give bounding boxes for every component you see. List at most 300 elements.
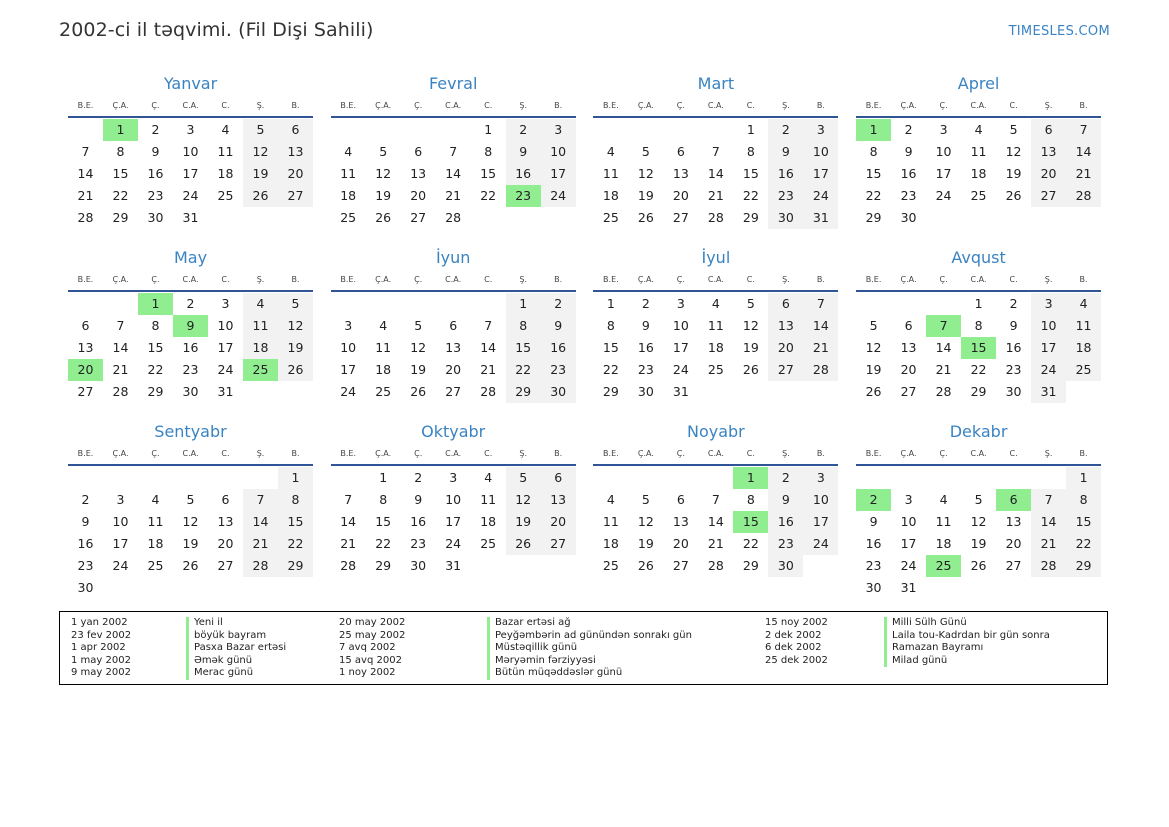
weekday-label: C. (221, 449, 230, 458)
day-cell: 16 (865, 536, 882, 551)
weekday-label: Ç.A. (637, 101, 654, 110)
day-cell: 7 (344, 492, 353, 507)
day-cell: 22 (112, 188, 129, 203)
holiday-day-cell: 15 (733, 511, 768, 533)
empty-cell (593, 119, 628, 141)
day-cell: 13 (768, 315, 803, 337)
day-cell: 13 (1031, 141, 1066, 163)
day-cell: 30 (182, 384, 199, 399)
day-grid (68, 293, 313, 403)
day-cell: 30 (541, 381, 576, 403)
day-cell: 17 (803, 511, 838, 533)
month-title: May (173, 248, 208, 267)
day-cell: 13 (1005, 514, 1022, 529)
day-cell: 24 (1031, 359, 1066, 381)
empty-cell (663, 467, 698, 489)
day-cell: 22 (742, 536, 759, 551)
day-cell: 27 (217, 558, 234, 573)
day-cell: 25 (602, 210, 619, 225)
day-cell: 1 (278, 467, 313, 489)
day-cell: 24 (340, 384, 357, 399)
day-cell: 11 (147, 514, 164, 529)
day-cell: 17 (340, 362, 357, 377)
day-cell: 13 (445, 340, 462, 355)
day-cell: 1 (1066, 467, 1101, 489)
weekday-label: C. (1009, 101, 1018, 110)
day-cell: 17 (217, 340, 234, 355)
day-cell: 24 (541, 185, 576, 207)
day-cell: 15 (375, 514, 392, 529)
weekday-label: Ş. (256, 101, 265, 110)
day-cell: 2 (641, 296, 650, 311)
day-cell: 6 (541, 467, 576, 489)
weekday-header (593, 270, 838, 292)
weekday-label: C. (746, 275, 755, 284)
month-calendar (593, 246, 838, 420)
day-cell: 3 (116, 492, 125, 507)
month-calendar (331, 420, 576, 594)
day-cell: 24 (803, 533, 838, 555)
day-cell: 31 (1031, 381, 1066, 403)
empty-cell (103, 467, 138, 489)
day-cell: 18 (243, 337, 278, 359)
weekday-label: C.A. (182, 449, 199, 458)
day-cell: 25 (147, 558, 164, 573)
weekday-label: Ç.A. (375, 449, 392, 458)
day-cell: 19 (742, 340, 759, 355)
weekday-label: C. (1009, 275, 1018, 284)
day-cell: 27 (672, 210, 689, 225)
day-cell: 20 (217, 536, 234, 551)
empty-cell (856, 467, 891, 489)
day-cell: 20 (1031, 163, 1066, 185)
day-cell: 11 (602, 166, 619, 181)
day-cell: 28 (1031, 555, 1066, 577)
month-title: İyun (435, 248, 471, 267)
day-cell: 20 (1005, 536, 1022, 551)
day-cell: 21 (480, 362, 497, 377)
day-cell: 9 (1009, 318, 1018, 333)
day-cell: 13 (278, 141, 313, 163)
day-cell: 26 (637, 558, 654, 573)
day-cell: 22 (742, 188, 759, 203)
day-cell: 17 (803, 163, 838, 185)
day-cell: 5 (278, 293, 313, 315)
day-cell: 26 (278, 359, 313, 381)
legend-holiday-name: Məryəmin fərziyyəsi (487, 655, 692, 668)
legend-date: 1 yan 2002 (71, 617, 128, 628)
day-cell: 26 (970, 558, 987, 573)
day-cell: 22 (970, 362, 987, 377)
day-cell: 6 (278, 119, 313, 141)
day-grid (593, 467, 838, 577)
day-cell: 25 (340, 210, 357, 225)
weekday-label: Ç.A. (112, 275, 129, 284)
weekday-label: C. (221, 101, 230, 110)
weekday-label: Ç. (151, 449, 160, 458)
day-cell: 24 (182, 188, 199, 203)
month-title: Sentyabr (154, 422, 227, 441)
weekday-label: B. (291, 101, 300, 110)
day-cell: 4 (151, 492, 160, 507)
day-cell: 16 (1005, 340, 1022, 355)
day-cell: 17 (182, 166, 199, 181)
day-cell: 29 (742, 558, 759, 573)
day-cell: 2 (186, 296, 195, 311)
day-cell: 14 (112, 340, 129, 355)
day-cell: 12 (243, 141, 278, 163)
day-cell: 11 (1066, 315, 1101, 337)
month-title: Mart (697, 74, 735, 93)
day-cell: 24 (672, 362, 689, 377)
weekday-label: Ş. (1044, 449, 1053, 458)
day-cell: 27 (1031, 185, 1066, 207)
months-grid (68, 72, 1101, 594)
day-cell: 12 (375, 166, 392, 181)
day-cell: 9 (506, 141, 541, 163)
day-cell: 5 (414, 318, 423, 333)
day-cell: 23 (410, 536, 427, 551)
day-cell: 31 (445, 558, 462, 573)
day-cell: 22 (506, 359, 541, 381)
empty-cell (208, 467, 243, 489)
day-cell: 18 (340, 188, 357, 203)
day-cell: 11 (970, 144, 987, 159)
weekday-header (331, 270, 576, 292)
legend-holiday-name: Bütün müqəddəslər günü (487, 667, 692, 680)
empty-cell (68, 293, 103, 315)
day-cell: 5 (186, 492, 195, 507)
day-cell: 30 (637, 384, 654, 399)
day-cell: 5 (641, 492, 650, 507)
day-cell: 7 (116, 318, 125, 333)
day-cell: 10 (217, 318, 234, 333)
weekday-label: B. (291, 275, 300, 284)
day-cell: 8 (151, 318, 160, 333)
day-cell: 6 (221, 492, 230, 507)
day-cell: 27 (541, 533, 576, 555)
day-cell: 1 (379, 470, 388, 485)
legend-date: 23 fev 2002 (71, 629, 132, 641)
day-grid (331, 119, 576, 229)
legend-name-column (884, 617, 1050, 667)
day-cell: 14 (77, 166, 94, 181)
day-cell: 13 (77, 340, 94, 355)
weekday-label: B. (816, 101, 825, 110)
day-cell: 12 (637, 514, 654, 529)
day-cell: 9 (151, 144, 160, 159)
day-cell: 19 (243, 163, 278, 185)
day-cell: 20 (672, 188, 689, 203)
day-cell: 17 (445, 514, 462, 529)
day-cell: 6 (81, 318, 90, 333)
brand-link[interactable]: TIMESLES.COM (1008, 24, 1110, 39)
day-cell: 2 (768, 467, 803, 489)
weekday-label: Ş. (1044, 101, 1053, 110)
month-calendar (68, 246, 313, 420)
day-cell: 6 (414, 144, 423, 159)
day-cell: 16 (182, 340, 199, 355)
weekday-label: Ç. (414, 449, 423, 458)
day-cell: 9 (768, 141, 803, 163)
holiday-day-cell: 1 (856, 119, 891, 141)
weekday-label: Ş. (256, 275, 265, 284)
day-cell: 7 (711, 492, 720, 507)
day-cell: 29 (147, 384, 164, 399)
day-cell: 30 (768, 555, 803, 577)
day-cell: 19 (506, 511, 541, 533)
day-cell: 28 (935, 384, 952, 399)
empty-cell (138, 467, 173, 489)
weekday-label: Ç. (151, 101, 160, 110)
legend-holiday-name: Müstəqillik günü (487, 642, 692, 655)
day-cell: 3 (803, 467, 838, 489)
day-cell: 30 (768, 207, 803, 229)
day-cell: 31 (900, 580, 917, 595)
legend-date: 25 dek 2002 (765, 654, 828, 666)
month-title: Avqust (951, 248, 1006, 267)
day-cell: 13 (900, 340, 917, 355)
day-cell: 18 (480, 514, 497, 529)
legend-date-column (765, 617, 828, 667)
empty-cell (628, 467, 663, 489)
legend-holiday-name: Peyğəmbərin ad günündən sonrakı gün (487, 630, 692, 643)
day-cell: 26 (182, 558, 199, 573)
day-cell: 27 (1005, 558, 1022, 573)
day-cell: 15 (506, 337, 541, 359)
weekday-label: B.E. (77, 449, 94, 458)
month-title: Aprel (957, 74, 1000, 93)
empty-cell (698, 119, 733, 141)
holiday-day-cell: 1 (103, 119, 138, 141)
day-cell: 16 (900, 166, 917, 181)
weekday-label: Ş. (519, 449, 527, 458)
weekday-header (856, 444, 1101, 466)
empty-cell (926, 467, 961, 489)
month-calendar (593, 420, 838, 594)
weekday-header (593, 96, 838, 118)
month-calendar (856, 420, 1101, 594)
day-cell: 16 (147, 166, 164, 181)
day-cell: 26 (243, 185, 278, 207)
day-cell: 17 (672, 340, 689, 355)
day-cell: 1 (484, 122, 493, 137)
holiday-day-cell: 23 (506, 185, 541, 207)
day-cell: 4 (1066, 293, 1101, 315)
weekday-header (68, 270, 313, 292)
day-cell: 16 (506, 163, 541, 185)
day-cell: 24 (112, 558, 129, 573)
day-cell: 5 (1009, 122, 1018, 137)
day-cell: 10 (541, 141, 576, 163)
day-cell: 12 (865, 340, 882, 355)
day-cell: 24 (935, 188, 952, 203)
day-cell: 17 (900, 536, 917, 551)
day-cell: 2 (506, 119, 541, 141)
day-cell: 28 (803, 359, 838, 381)
legend-holiday-name: Yeni il (186, 617, 286, 630)
day-cell: 30 (1005, 384, 1022, 399)
day-cell: 12 (278, 315, 313, 337)
day-cell: 10 (340, 340, 357, 355)
day-cell: 3 (803, 119, 838, 141)
page-title: 2002-ci il təqvimi. (Fil Dişi Sahili) (59, 19, 374, 41)
day-cell: 9 (768, 489, 803, 511)
weekday-label: Ç.A. (375, 101, 392, 110)
day-cell: 4 (711, 296, 720, 311)
day-cell: 27 (278, 185, 313, 207)
day-cell: 11 (602, 514, 619, 529)
day-cell: 19 (865, 362, 882, 377)
weekday-label: Ç.A. (375, 275, 392, 284)
day-cell: 5 (506, 467, 541, 489)
empty-cell (436, 293, 471, 315)
day-cell: 28 (112, 384, 129, 399)
day-cell: 28 (1066, 185, 1101, 207)
day-cell: 4 (606, 144, 615, 159)
day-cell: 17 (1031, 337, 1066, 359)
day-cell: 8 (278, 489, 313, 511)
day-cell: 30 (147, 210, 164, 225)
weekday-label: C.A. (445, 275, 462, 284)
empty-cell (331, 293, 366, 315)
day-cell: 19 (970, 536, 987, 551)
weekday-label: B. (554, 275, 563, 284)
day-cell: 9 (641, 318, 650, 333)
day-cell: 14 (480, 340, 497, 355)
empty-cell (331, 119, 366, 141)
weekday-label: Ş. (519, 275, 527, 284)
day-cell: 30 (77, 580, 94, 595)
empty-cell (996, 467, 1031, 489)
day-cell: 10 (900, 514, 917, 529)
day-cell: 14 (1066, 141, 1101, 163)
empty-cell (366, 293, 401, 315)
month-title: Fevral (428, 74, 478, 93)
day-cell: 22 (278, 533, 313, 555)
day-cell: 19 (637, 188, 654, 203)
day-cell: 18 (970, 166, 987, 181)
day-cell: 1 (746, 122, 755, 137)
weekday-header (856, 270, 1101, 292)
day-cell: 25 (970, 188, 987, 203)
weekday-label: B. (291, 449, 300, 458)
day-cell: 18 (147, 536, 164, 551)
weekday-label: Ç. (939, 101, 948, 110)
weekday-label: C. (484, 449, 493, 458)
legend-date: 2 dek 2002 (765, 629, 822, 641)
weekday-label: C.A. (445, 101, 462, 110)
weekday-label: B.E. (603, 275, 619, 284)
legend-date: 15 noy 2002 (765, 617, 828, 628)
day-cell: 29 (112, 210, 129, 225)
legend-name-column (186, 617, 286, 680)
day-cell: 29 (1066, 555, 1101, 577)
weekday-label: C.A. (970, 101, 987, 110)
day-cell: 21 (1031, 533, 1066, 555)
day-cell: 13 (541, 489, 576, 511)
weekday-label: Ş. (519, 101, 527, 110)
weekday-label: Ç. (676, 449, 685, 458)
legend-date: 25 may 2002 (339, 629, 406, 641)
empty-cell (68, 467, 103, 489)
empty-cell (891, 467, 926, 489)
day-grid (331, 293, 576, 403)
holiday-day-cell: 1 (733, 467, 768, 489)
day-cell: 25 (1066, 359, 1101, 381)
weekday-label: B. (554, 101, 563, 110)
day-cell: 23 (900, 188, 917, 203)
weekday-header (331, 444, 576, 466)
day-cell: 26 (506, 533, 541, 555)
day-cell: 29 (970, 384, 987, 399)
day-cell: 2 (904, 122, 913, 137)
day-cell: 11 (707, 318, 724, 333)
holiday-day-cell: 6 (996, 489, 1031, 511)
day-cell: 20 (410, 188, 427, 203)
day-cell: 15 (865, 166, 882, 181)
day-cell: 23 (865, 558, 882, 573)
day-cell: 3 (221, 296, 230, 311)
weekday-label: Ç. (414, 101, 423, 110)
day-cell: 8 (974, 318, 983, 333)
empty-cell (926, 293, 961, 315)
day-cell: 19 (1005, 166, 1022, 181)
day-cell: 27 (445, 384, 462, 399)
day-cell: 25 (375, 384, 392, 399)
day-cell: 23 (768, 185, 803, 207)
weekday-label: C. (746, 101, 755, 110)
weekday-header (68, 444, 313, 466)
day-grid (593, 293, 838, 403)
legend-date: 20 may 2002 (339, 617, 406, 628)
weekday-label: C.A. (182, 101, 199, 110)
day-cell: 12 (742, 318, 759, 333)
day-cell: 2 (81, 492, 90, 507)
day-cell: 7 (81, 144, 90, 159)
empty-cell (1031, 467, 1066, 489)
day-cell: 6 (676, 492, 685, 507)
empty-cell (331, 467, 366, 489)
holiday-legend (59, 611, 1108, 685)
weekday-label: C. (746, 449, 755, 458)
day-cell: 5 (379, 144, 388, 159)
weekday-label: Ç.A. (112, 449, 129, 458)
day-cell: 4 (243, 293, 278, 315)
day-cell: 21 (77, 188, 94, 203)
day-cell: 28 (445, 210, 462, 225)
day-cell: 3 (344, 318, 353, 333)
weekday-header (68, 96, 313, 118)
day-cell: 22 (147, 362, 164, 377)
day-cell: 7 (711, 144, 720, 159)
empty-cell (436, 119, 471, 141)
day-cell: 10 (935, 144, 952, 159)
empty-cell (68, 119, 103, 141)
day-grid (68, 467, 313, 599)
weekday-label: B.E. (77, 101, 94, 110)
weekday-header (856, 96, 1101, 118)
empty-cell (103, 293, 138, 315)
day-cell: 20 (672, 536, 689, 551)
day-cell: 26 (865, 384, 882, 399)
weekday-label: Ç.A. (637, 275, 654, 284)
day-cell: 2 (414, 470, 423, 485)
month-title: İyul (701, 248, 731, 267)
weekday-label: Ç.A. (900, 449, 917, 458)
day-cell: 7 (484, 318, 493, 333)
day-cell: 21 (445, 188, 462, 203)
